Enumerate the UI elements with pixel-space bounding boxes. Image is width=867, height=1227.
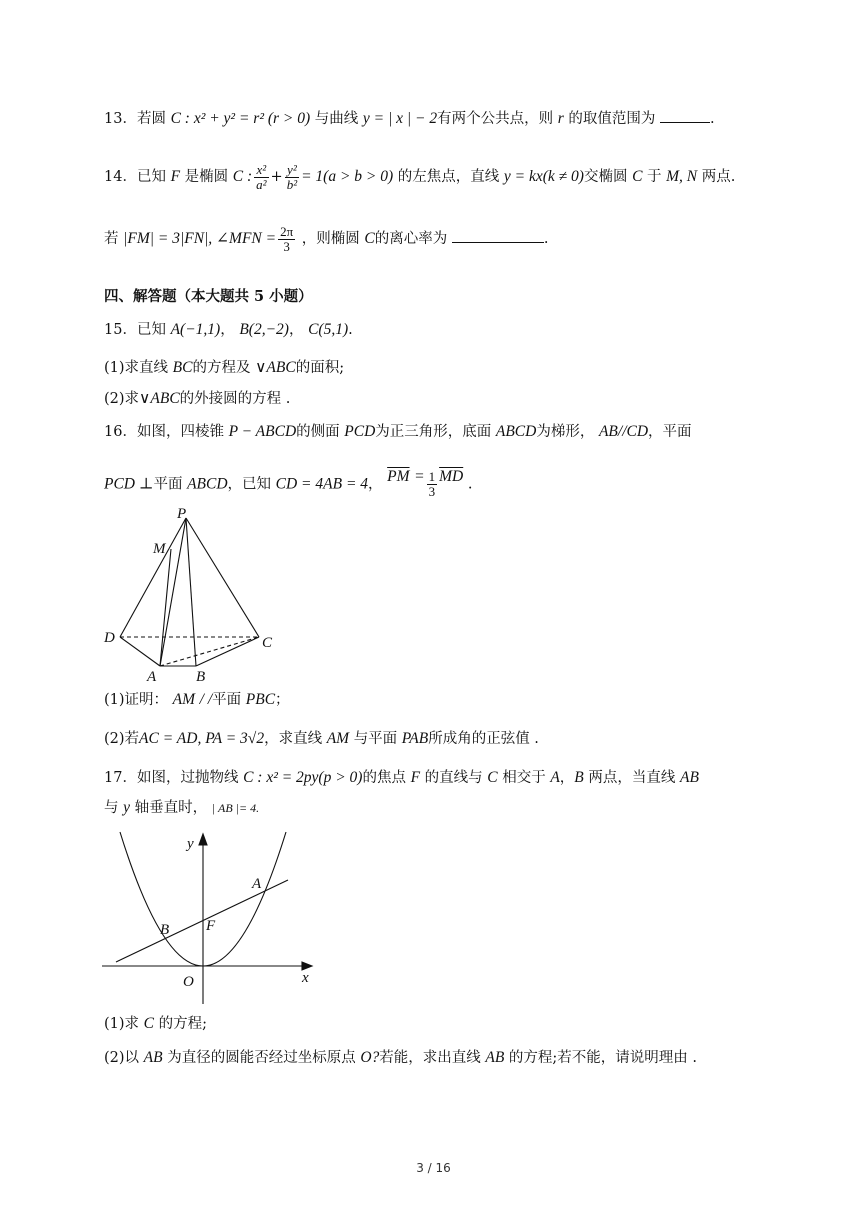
q17-number: 17． <box>104 770 137 786</box>
q14-number: 14． <box>104 169 137 185</box>
q15-p2-triangle: ∨ABC <box>139 390 180 407</box>
edge-PB <box>186 518 196 666</box>
q16-p1-text: 平面 <box>212 692 242 708</box>
label-x: x <box>302 970 309 986</box>
q16-p1-text: (1)证明： <box>104 692 169 708</box>
q16-eq-sign: = <box>414 467 425 485</box>
q14-condition: |FM| = 3|FN|, ∠MFN = <box>123 230 277 247</box>
y-axis-arrow <box>199 834 207 845</box>
q16-text: ，平面 <box>648 424 692 440</box>
q16-ABCD: ABCD <box>187 475 228 493</box>
q17-part-2 <box>104 1048 697 1068</box>
q16-ABCD: ABCD <box>495 423 537 440</box>
q16-number: 16． <box>104 424 137 440</box>
label-M: M <box>153 541 166 557</box>
label-F: F <box>206 918 216 934</box>
q14-text: 的左焦点，直线 <box>397 169 500 185</box>
q17-text: 与 <box>104 800 119 816</box>
q16-p2-text: 与平面 <box>353 731 398 747</box>
q13-text: 若圆 <box>136 111 166 127</box>
q16-text: 为梯形， <box>536 424 595 440</box>
q17-B: B <box>574 769 584 786</box>
q16-perp: PCD ⊥ <box>104 475 154 493</box>
q17-p2-AB: AB <box>485 1049 505 1066</box>
q15-line-1 <box>104 320 353 340</box>
q15-sep: ， <box>288 322 304 338</box>
q15-p1-text: 的方程及 <box>192 360 251 376</box>
q17-parabola: C : x² = 2py(p > 0) <box>243 769 363 786</box>
q16-vector-frac: $\frac{1}{3}$ <box>428 469 436 499</box>
section-heading: 四、解答题（本大题共 5 小题） <box>104 288 313 305</box>
label-y: y <box>187 836 194 852</box>
q16-p1-AM: AM <box>172 691 196 708</box>
q14-frac-y: $\frac{\text{y²}}{\text{b²}}$ <box>286 161 298 192</box>
q17-line-2 <box>104 798 259 818</box>
q17-p1-C: C <box>143 1015 154 1032</box>
q14-text: 交椭圆 <box>583 169 628 185</box>
q14-text: 的离心率为 <box>374 231 448 247</box>
q17-text: 两点，当直线 <box>588 770 676 786</box>
q17-text: 的焦点 <box>362 770 406 786</box>
q15-p1-text: 的面积; <box>295 360 345 376</box>
q13-number: 13． <box>104 111 137 127</box>
q17-p1-text: (1)求 <box>104 1016 140 1032</box>
q15-p2-text: 的外接圆的方程 . <box>179 391 291 407</box>
q13-line <box>104 108 715 129</box>
q14-period: . <box>543 231 549 247</box>
q17-length-eq: | AB |= 4. <box>211 801 260 815</box>
label-C: C <box>262 635 273 651</box>
q17-text: ， <box>559 770 575 786</box>
q17-A: A <box>550 769 560 786</box>
page-number: 3 / 16 <box>416 1161 451 1175</box>
q14-ellipse-rhs: = 1(a > b > 0) <box>301 168 394 185</box>
q17-p2-text: 的方程;若不能，请说明理由 . <box>508 1050 698 1066</box>
q13-variable-r: r <box>557 110 564 127</box>
q13-answer-blank[interactable] <box>660 108 710 123</box>
q17-text: 相交于 <box>502 770 546 786</box>
edge-BC <box>196 637 259 666</box>
x-axis-arrow <box>302 962 312 970</box>
q14-var-F: F <box>170 168 181 185</box>
q13-circle-equation: C : x² + y² = r² (r > 0) <box>170 110 311 127</box>
q15-p1-triangle: ∨ABC <box>255 359 296 376</box>
q14-var-C: C <box>364 230 375 247</box>
q13-period: . <box>709 111 715 127</box>
q16-parallel: AB//CD <box>598 423 649 440</box>
q17-F: F <box>410 769 421 786</box>
q16-part-2 <box>104 729 539 749</box>
q16-p2-condition: AC = AD, PA = 3√2 <box>139 730 265 747</box>
q14-answer-blank[interactable] <box>452 228 544 243</box>
q16-text: ， <box>368 476 383 493</box>
q16-p2-text: (2)若 <box>104 731 140 747</box>
q17-line-1 <box>104 768 699 788</box>
q14-var-MN: M, N <box>666 168 698 185</box>
edge-AC-hidden <box>160 637 259 666</box>
q16-p2-text: ，求直线 <box>264 731 323 747</box>
q15-point-B: B(2,−2) <box>239 321 289 338</box>
q17-parabola-figure <box>98 830 328 1010</box>
q16-part-1 <box>104 690 290 710</box>
q16-line-1 <box>104 422 692 442</box>
q16-pyramid-figure <box>98 500 288 690</box>
q17-p2-O: O? <box>360 1049 380 1066</box>
q16-PCD: PCD <box>344 423 376 440</box>
q14-angle-frac: $\frac{2\pi}{3}$ <box>280 223 294 254</box>
q15-part-1 <box>104 358 344 378</box>
q13-text: 与曲线 <box>314 111 359 127</box>
label-A: A <box>147 669 157 685</box>
label-A: A <box>252 876 262 892</box>
q14-text: 若 <box>104 231 119 247</box>
q15-p1-text: (1)求直线 <box>104 360 169 376</box>
q13-text: 有两个公共点，则 <box>437 111 554 127</box>
q17-p2-AB: AB <box>143 1049 163 1066</box>
q13-curve-equation: y = | x | − 2 <box>362 110 438 127</box>
q17-p1-text: 的方程; <box>158 1016 207 1032</box>
q15-part-2 <box>104 389 290 409</box>
edge-MA <box>160 549 171 666</box>
q16-p1-end: ； <box>275 692 290 708</box>
q14-var-C: C <box>632 168 643 185</box>
q14-line-equation: y = kx(k ≠ 0) <box>503 168 584 185</box>
q14-text: ，则椭圆 <box>301 231 360 247</box>
q16-p2-AM: AM <box>326 730 350 747</box>
q14-frac-x: $\frac{\text{x²}}{\text{a²}}$ <box>256 161 267 192</box>
q16-p2-PAB: PAB <box>401 730 429 747</box>
q14-line-2 <box>104 222 548 256</box>
q16-text: 为正三角形，底面 <box>375 424 492 440</box>
q15-text: 已知 <box>136 322 166 338</box>
q15-number: 15． <box>104 322 137 338</box>
q17-p2-text: (2)以 <box>104 1050 140 1066</box>
label-B: B <box>160 922 170 938</box>
q17-AB: AB <box>679 769 699 786</box>
q17-text: 如图，过抛物线 <box>136 770 239 786</box>
q17-text: 的直线与 <box>424 770 483 786</box>
q14-ellipse-lhs: C : <box>232 168 253 185</box>
label-O: O <box>183 974 194 990</box>
q16-text: 的侧面 <box>296 424 340 440</box>
q16-p1-PBC: PBC <box>245 691 276 708</box>
q16-length-eq: CD = 4AB = 4 <box>275 475 369 493</box>
q13-text: 的取值范围为 <box>568 111 656 127</box>
label-D: D <box>104 630 115 646</box>
q14-text: 两点. <box>701 169 736 185</box>
q15-sep: ， <box>220 322 235 338</box>
q16-pyramid: P − ABCD <box>228 423 297 440</box>
edge-PC <box>186 518 259 637</box>
edge-DA <box>120 637 160 666</box>
label-P: P <box>177 506 187 522</box>
q16-text: 平面 <box>153 476 183 493</box>
label-B: B <box>196 669 206 685</box>
q17-text: 轴垂直时， <box>134 800 208 816</box>
q16-text: 如图，四棱锥 <box>136 424 224 440</box>
q17-p2-text: 若能，求出直线 <box>379 1050 481 1066</box>
q14-text: 是椭圆 <box>184 169 229 185</box>
q16-vector-PM: $\overline{PM}$ <box>387 467 410 485</box>
q16-line-2 <box>104 467 473 499</box>
q17-y: y <box>123 799 130 816</box>
q14-line-1: 14．已知 F 是椭圆 C : $\frac{\text{x²}}{\text{a²}}$ + $\frac{\text{y²}}{\text{b²}}$ = 1(a > b > 0) 的左焦点，直线 y = kx(k ≠ 0)交椭圆 C 于 M, N 两点. <box>104 161 736 192</box>
q16-text: ，已知 <box>227 476 272 493</box>
q16-p1-parallel: / / <box>199 691 213 708</box>
q14-text: 已知 <box>136 169 166 185</box>
q16-period: . <box>467 476 473 493</box>
q14-text: 于 <box>647 169 662 185</box>
q15-p2-text: (2)求 <box>104 391 140 407</box>
q17-p2-text: 为直径的圆能否经过坐标原点 <box>167 1050 356 1066</box>
q15-period: . <box>348 322 353 338</box>
q15-p1-BC: BC <box>172 359 193 376</box>
q15-point-C: C(5,1) <box>308 321 349 338</box>
q17-part-1 <box>104 1014 207 1034</box>
q16-p2-text: 所成角的正弦值 . <box>428 731 539 747</box>
q16-vector-MD: $\overline{MD}$ <box>439 467 464 485</box>
q15-point-A: A(−1,1) <box>170 321 221 338</box>
q17-C: C <box>487 769 498 786</box>
